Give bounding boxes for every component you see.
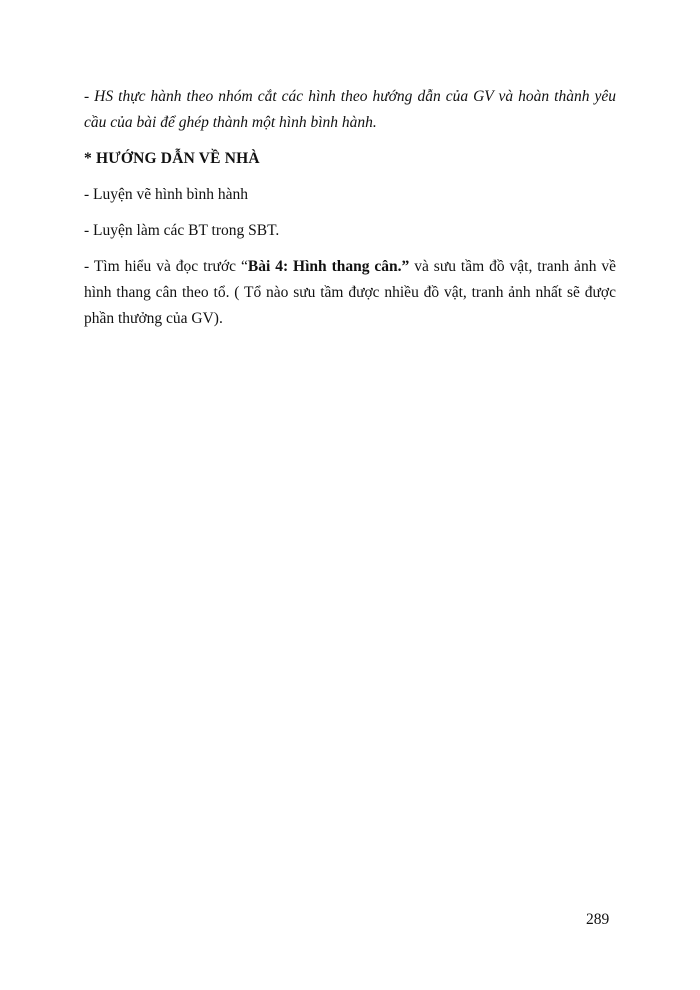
homework-heading: * HƯỚNG DẪN VỀ NHÀ [84,150,260,167]
page-content [84,84,616,342]
homework-item-3 [84,254,616,332]
practice-instruction: - HS thực hành theo nhóm cắt các hình theo hướng dẫn của GV và hoàn thành yêu cầu của bài để ghép thành một hình bình hành. [84,88,616,131]
lesson-title: Bài 4: Hình thang cân.” [247,258,410,275]
homework-item-3-prefix: - Tìm hiểu và đọc trước “ [84,258,248,275]
homework-item-3-rest: và sưu tầm đồ vật, tranh ảnh về hình thang cân theo tổ. ( Tổ nào sưu tầm được nhiều đồ vật, tranh ảnh nhất sẽ được phần thưởng của GV). [84,258,617,327]
homework-item-2: - Luyện làm các BT trong SBT. [84,222,280,239]
page-number: 289 [586,911,610,928]
homework-item-1: - Luyện vẽ hình bình hành [84,186,249,203]
